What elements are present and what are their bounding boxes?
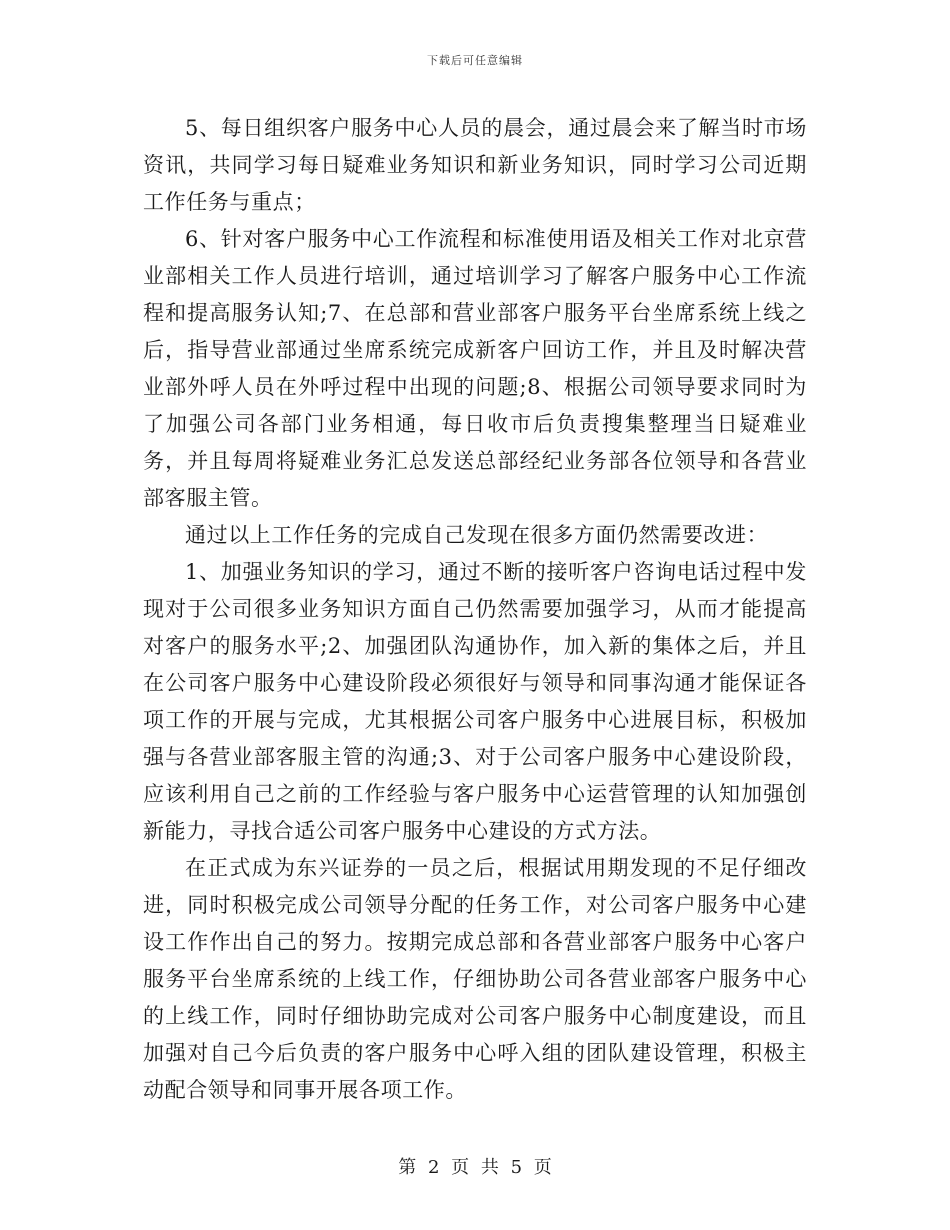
paragraph-future-plan: 在正式成为东兴证券的一员之后，根据试用期发现的不足仔细改进，同时积极完成公司领导分配的任务工作，对公司客户服务中心建设工作作出自己的努力。按期完成总部和各营业部客户服务中心客户服务平台坐席系统的上线工作，仔细协助公司各营业部客户服务中心的上线工作，同时仔细协助完成对公司客户服务中心制度建设，而且加强对自己今后负责的客户服务中心呼入组的团队建设管理，积极主动配合领导和同事开展各项工作。	[143, 856, 807, 1102]
document-body	[143, 110, 807, 1109]
paragraph-improvement-intro: 通过以上工作任务的完成自己发现在很多方面仍然需要改进：	[185, 523, 769, 547]
page-number-footer: 第 2 页 共 5 页	[398, 1157, 552, 1178]
paragraph-items-6-8: 6、针对客户服务中心工作流程和标准使用语及相关工作对北京营业部相关工作人员进行培训，通过培训学习了解客户服务中心工作流程和提高服务认知;7、在总部和营业部客户服务平台坐席系统上线之后，指导营业部通过坐席系统完成新客户回访工作，并且及时解决营业部外呼人员在外呼过程中出现的问题;8、根据公司领导要求同时为了加强公司各部门业务相通，每日收市后负责搜集整理当日疑难业务，并且每周将疑难业务汇总发送总部经纪业务部各位领导和各营业部客服主管。	[143, 227, 807, 510]
paragraph-item-5: 5、每日组织客户服务中心人员的晨会，通过晨会来了解当时市场资讯，共同学习每日疑难业务知识和新业务知识，同时学习公司近期工作任务与重点；	[143, 116, 807, 214]
page-header: 下载后可任意编辑	[427, 54, 523, 67]
paragraph-improvements: 1、加强业务知识的学习，通过不断的接听客户咨询电话过程中发现对于公司很多业务知识方面自己仍然需要加强学习，从而才能提高对客户的服务水平;2、加强团队沟通协作，加入新的集体之后，并且在公司客户服务中心建设阶段必须很好与领导和同事沟通才能保证各项工作的开展与完成，尤其根据公司客户服务中心进展目标，积极加强与各营业部客服主管的沟通;3、对于公司客户服务中心建设阶段，应该利用自己之前的工作经验与客户服务中心运营管理的认知加强创新能力，寻找合适公司客户服务中心建设的方式方法。	[143, 560, 807, 843]
